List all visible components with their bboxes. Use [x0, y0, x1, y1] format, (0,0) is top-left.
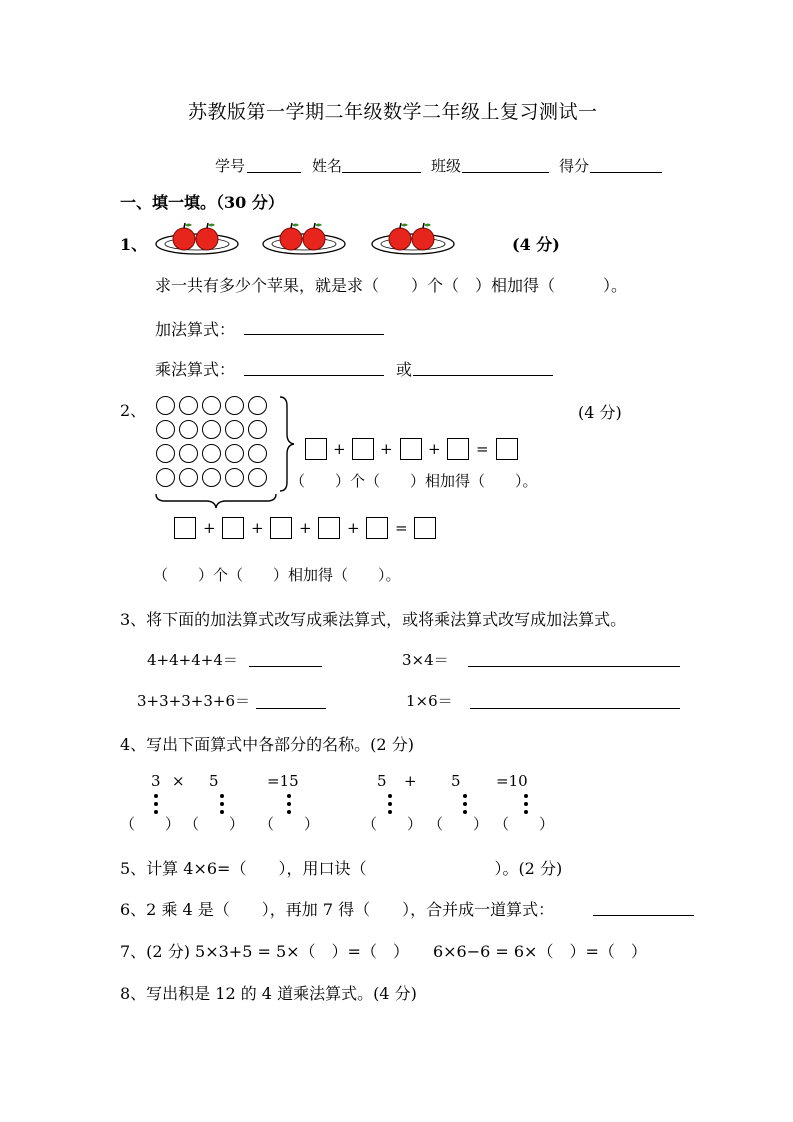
- apple-plate-3: [371, 222, 456, 256]
- q4-text: 4、写出下面算式中各部分的名称。(2 分): [120, 735, 414, 754]
- q1-points: (4 分): [512, 235, 560, 254]
- q2-row1-box-1[interactable]: [305, 438, 327, 460]
- q3-text: 3、将下面的加法算式改写成乘法算式，或将乘法算式改写成加法算式。: [120, 610, 627, 629]
- q4-paren-1[interactable]: （ ）: [120, 815, 181, 833]
- apple-plate-2: [262, 222, 347, 256]
- q4-paren-5[interactable]: （ ）: [428, 815, 489, 833]
- q2-row2-box-3[interactable]: [270, 517, 292, 539]
- score-label: 得分: [559, 157, 590, 175]
- student-id-blank[interactable]: [247, 172, 301, 173]
- q2-row2-eq: =: [395, 519, 408, 537]
- q1-mul-label: 乘法算式：: [155, 360, 236, 379]
- q2-row1-box-3[interactable]: [400, 438, 422, 460]
- student-id-label: 学号: [215, 157, 246, 175]
- score-blank[interactable]: [590, 172, 662, 173]
- q2-row1-plus-3: +: [428, 440, 441, 458]
- q4-b-addend-2: 5: [451, 772, 461, 790]
- q4-a-product: =15: [267, 772, 299, 790]
- q4-b-sum: =10: [496, 772, 528, 790]
- q4-b-plus: +: [404, 772, 417, 790]
- student-name-blank[interactable]: [342, 172, 421, 173]
- q2-row1-box-4[interactable]: [447, 438, 469, 460]
- q3-blank-3[interactable]: [256, 708, 326, 709]
- q2-row2-plus-2: +: [251, 519, 264, 537]
- q2-points: (4 分): [578, 403, 622, 422]
- q2-row2-box-2[interactable]: [222, 517, 244, 539]
- q4-paren-3[interactable]: （ ）: [259, 815, 320, 833]
- q2-row1-box-2[interactable]: [352, 438, 374, 460]
- bottom-brace: [155, 492, 277, 510]
- q2-row1-plus-2: +: [380, 440, 393, 458]
- q1-or-label: 或: [396, 360, 413, 379]
- apple-plate-1: [155, 222, 240, 256]
- circle-grid: [156, 396, 276, 496]
- q2-row2-box-result[interactable]: [414, 517, 436, 539]
- q2-number: 2、: [120, 401, 147, 420]
- q4-paren-6[interactable]: （ ）: [494, 815, 555, 833]
- class-blank[interactable]: [462, 172, 549, 173]
- q1-mul-blank-2[interactable]: [413, 375, 553, 376]
- q2-row2-text: （ ）个（ ）相加得（ ）。: [153, 566, 401, 584]
- q2-row2-plus-4: +: [347, 519, 360, 537]
- q2-row1-plus-1: +: [333, 440, 346, 458]
- page-title: 苏教版第一学期二年级数学二年级上复习测试一: [188, 101, 598, 123]
- student-name-label: 姓名: [312, 157, 343, 175]
- q8-text: 8、写出积是 12 的 4 道乘法算式。(4 分): [120, 984, 417, 1003]
- q4-a-times: ×: [172, 772, 185, 790]
- q3-expr-3: 3+3+3+3+6＝: [137, 692, 250, 710]
- section1-heading: 一、填一填。（30 分）: [120, 193, 284, 212]
- q6-blank[interactable]: [593, 915, 694, 916]
- q3-blank-1[interactable]: [249, 666, 322, 667]
- q3-expr-2: 3×4＝: [402, 651, 449, 669]
- q2-row2-plus-1: +: [203, 519, 216, 537]
- q6-text: 6、2 乘 4 是（ ），再加 7 得（ ），合并成一道算式：: [120, 900, 555, 919]
- q4-b-addend-1: 5: [377, 772, 387, 790]
- q7-text: 7、(2 分) 5×3+5 = 5×（ ）=（ ） 6×6−6 = 6×（ ）=（ ）: [120, 942, 647, 961]
- q3-blank-2[interactable]: [468, 666, 680, 667]
- q5-text: 5、计算 4×6=（ ），用口诀（ ）。(2 分): [120, 859, 563, 878]
- q2-row2-box-1[interactable]: [174, 517, 196, 539]
- q2-row2-plus-3: +: [299, 519, 312, 537]
- q3-expr-1: 4+4+4+4＝: [147, 651, 238, 669]
- q2-row1-text: （ ）个（ ）相加得（ ）。: [290, 472, 538, 490]
- q4-paren-4[interactable]: （ ）: [362, 815, 423, 833]
- q1-question-text: 求一共有多少个苹果，就是求（ ）个（ ）相加得（ ）。: [155, 276, 628, 295]
- q2-row2-box-4[interactable]: [318, 517, 340, 539]
- q2-row2-box-5[interactable]: [366, 517, 388, 539]
- q4-a-factor-2: 5: [209, 772, 219, 790]
- q2-row1-eq: =: [476, 440, 489, 458]
- q2-row1-box-result[interactable]: [496, 438, 518, 460]
- q1-mul-blank-1[interactable]: [244, 375, 384, 376]
- q4-a-factor-1: 3: [151, 772, 161, 790]
- q4-paren-2[interactable]: （ ）: [184, 815, 245, 833]
- q1-add-blank[interactable]: [244, 334, 384, 335]
- q1-number: 1、: [120, 235, 148, 254]
- q3-expr-4: 1×6＝: [406, 692, 453, 710]
- q1-add-label: 加法算式：: [155, 320, 236, 339]
- q3-blank-4[interactable]: [470, 708, 680, 709]
- class-label: 班级: [431, 157, 462, 175]
